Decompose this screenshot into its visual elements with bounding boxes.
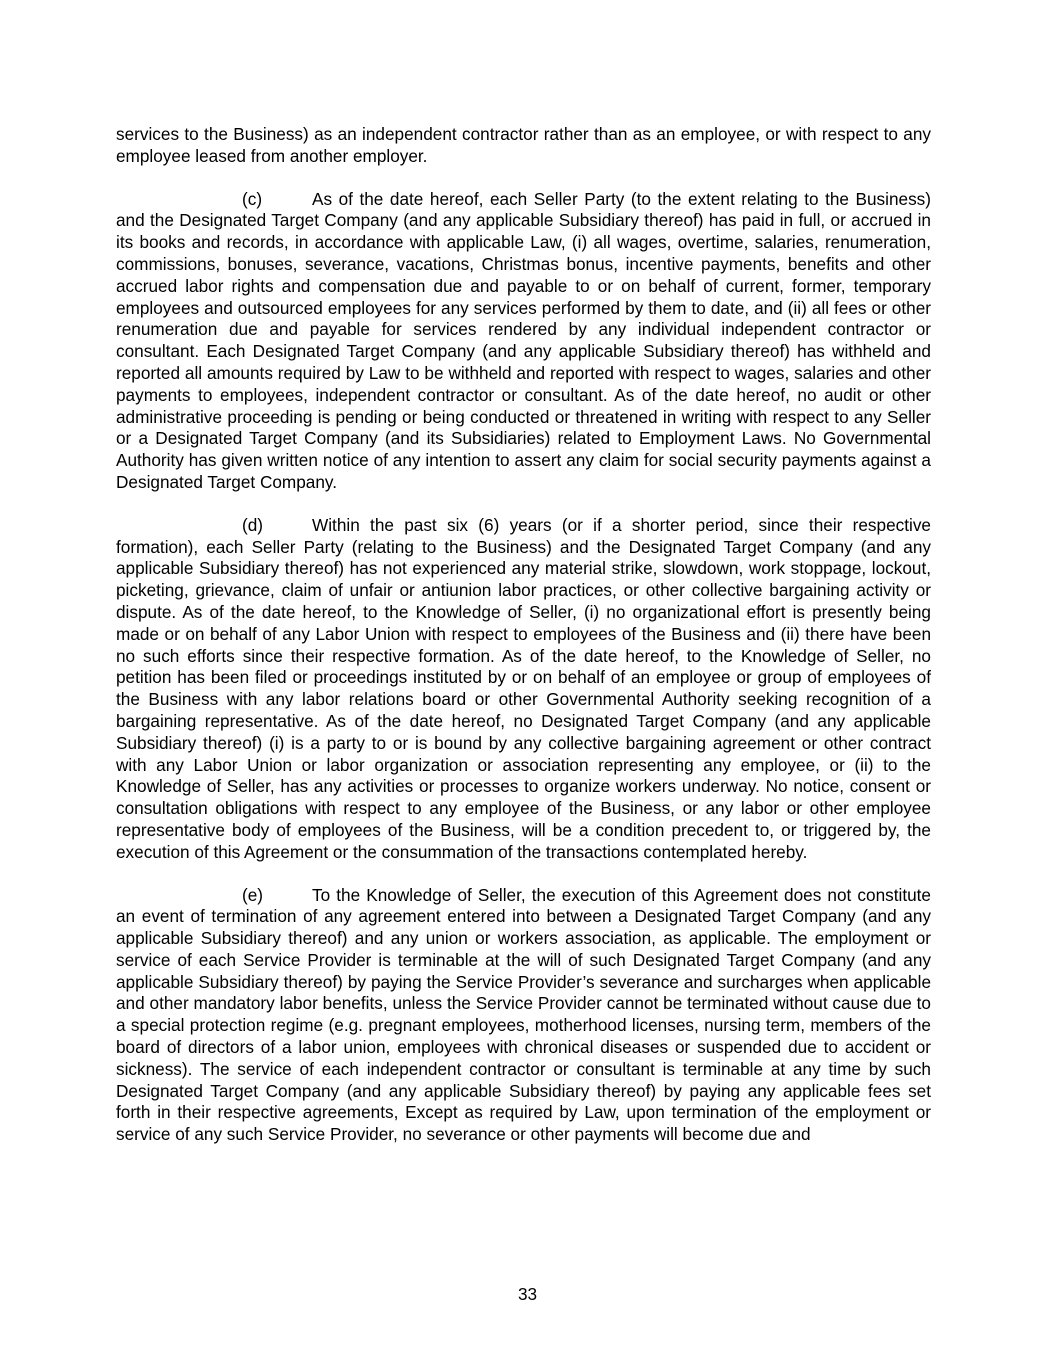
paragraph-continuation: [116, 124, 931, 168]
paragraph-label: (d): [242, 514, 264, 535]
paragraph-e: [116, 885, 931, 1147]
paragraph-label: (c): [242, 188, 263, 209]
paragraph-text: As of the date hereof, each Seller Party (to the extent relating to the Business) and the Designated Target Company (and any applicable Subsidiary thereof) has paid in full, or accrued in its books and records, in accordance with applicable Law, (i) all wages, overtime, salaries, renumeration, commissions, bonuses, severance, vacations, Christmas bonus, incentive payments, benefits and other accrued labor rights and compensation due and payable to or on behalf of current, former, temporary employees and outsourced employees for any services performed by them to date, and (ii) all fees or other renumeration due and payable for services rendered by any individual independent contractor or consultant. Each Designated Target Company (and any applicable Subsidiary thereof) has withheld and reported all amounts required by Law to be withheld and reported with respect to wages, salaries and other payments to employees, independent contractor or consultant. As of the date hereof, no audit or other administrative proceeding is pending or being conducted or threatened in writing with respect to any Seller or a Designated Target Company (and its Subsidiaries) related to Employment Laws. No Governmental Authority has given written notice of any intention to assert any claim for social security payments against a Designated Target Company.: [116, 188, 931, 492]
paragraph-label: (e): [242, 884, 264, 905]
paragraph-text: services to the Business) as an independent contractor rather than as an employee, or with respect to any employee leased from another employer.: [116, 124, 931, 166]
paragraph-c: [116, 189, 931, 494]
paragraph-d: [116, 515, 931, 864]
paragraph-text: Within the past six (6) years (or if a shorter period, since their respective formation), each Seller Party (relating to the Business) and the Designated Target Company (and any applicable Subsidiary thereof) has not experienced any material strike, slowdown, work stoppage, lockout, picketing, grievance, claim of unfair or antiunion labor practices, or other collective bargaining activity or dispute. As of the date hereof, to the Knowledge of Seller, (i) no organizational effort is presently being made or on behalf of any Labor Union with respect to employees of the Business and (ii) there have been no such efforts since their respective formation. As of the date hereof, to the Knowledge of Seller, no petition has been filed or proceedings instituted by or on behalf of an employee or group of employees of the Business with any labor relations board or other Governmental Authority seeking recognition of a bargaining representative. As of the date hereof, no Designated Target Company (and any applicable Subsidiary thereof) (i) is a party to or is bound by any collective bargaining agreement or other contract with any Labor Union or labor organization or association representing any employee, or (ii) to the Knowledge of Seller, has any activities or processes to organize workers underway. No notice, consent or consultation obligations with respect to any employee of the Business, or any labor or other employee representative body of employees of the Business, will be a condition precedent to, or triggered by, the execution of this Agreement or the consummation of the transactions contemplated hereby.: [116, 514, 931, 862]
paragraph-text: To the Knowledge of Seller, the execution of this Agreement does not constitute an event of termination of any agreement entered into between a Designated Target Company (and any applicable Subsidiary thereof) and any union or workers association, as applicable. The employment or service of each Service Provider is terminable at the will of such Designated Target Company (and any applicable Subsidiary thereof) by paying the Service Provider’s severance and surcharges when applicable and other mandatory labor benefits, unless the Service Provider cannot be terminated without cause due to a special protection regime (e.g. pregnant employees, motherhood licenses, nursing term, members of the board of directors of a labor union, employees with chronical diseases or suspended due to accident or sickness). The service of each independent contractor or consultant is terminable at any time by such Designated Target Company (and any applicable Subsidiary thereof) by paying any applicable fees set forth in their respective agreements, Except as required by Law, upon termination of the employment or service of any such Service Provider, no severance or other payments will become due and: [116, 884, 931, 1145]
page-number: 33: [517, 1284, 538, 1304]
document-page: [116, 124, 931, 1167]
